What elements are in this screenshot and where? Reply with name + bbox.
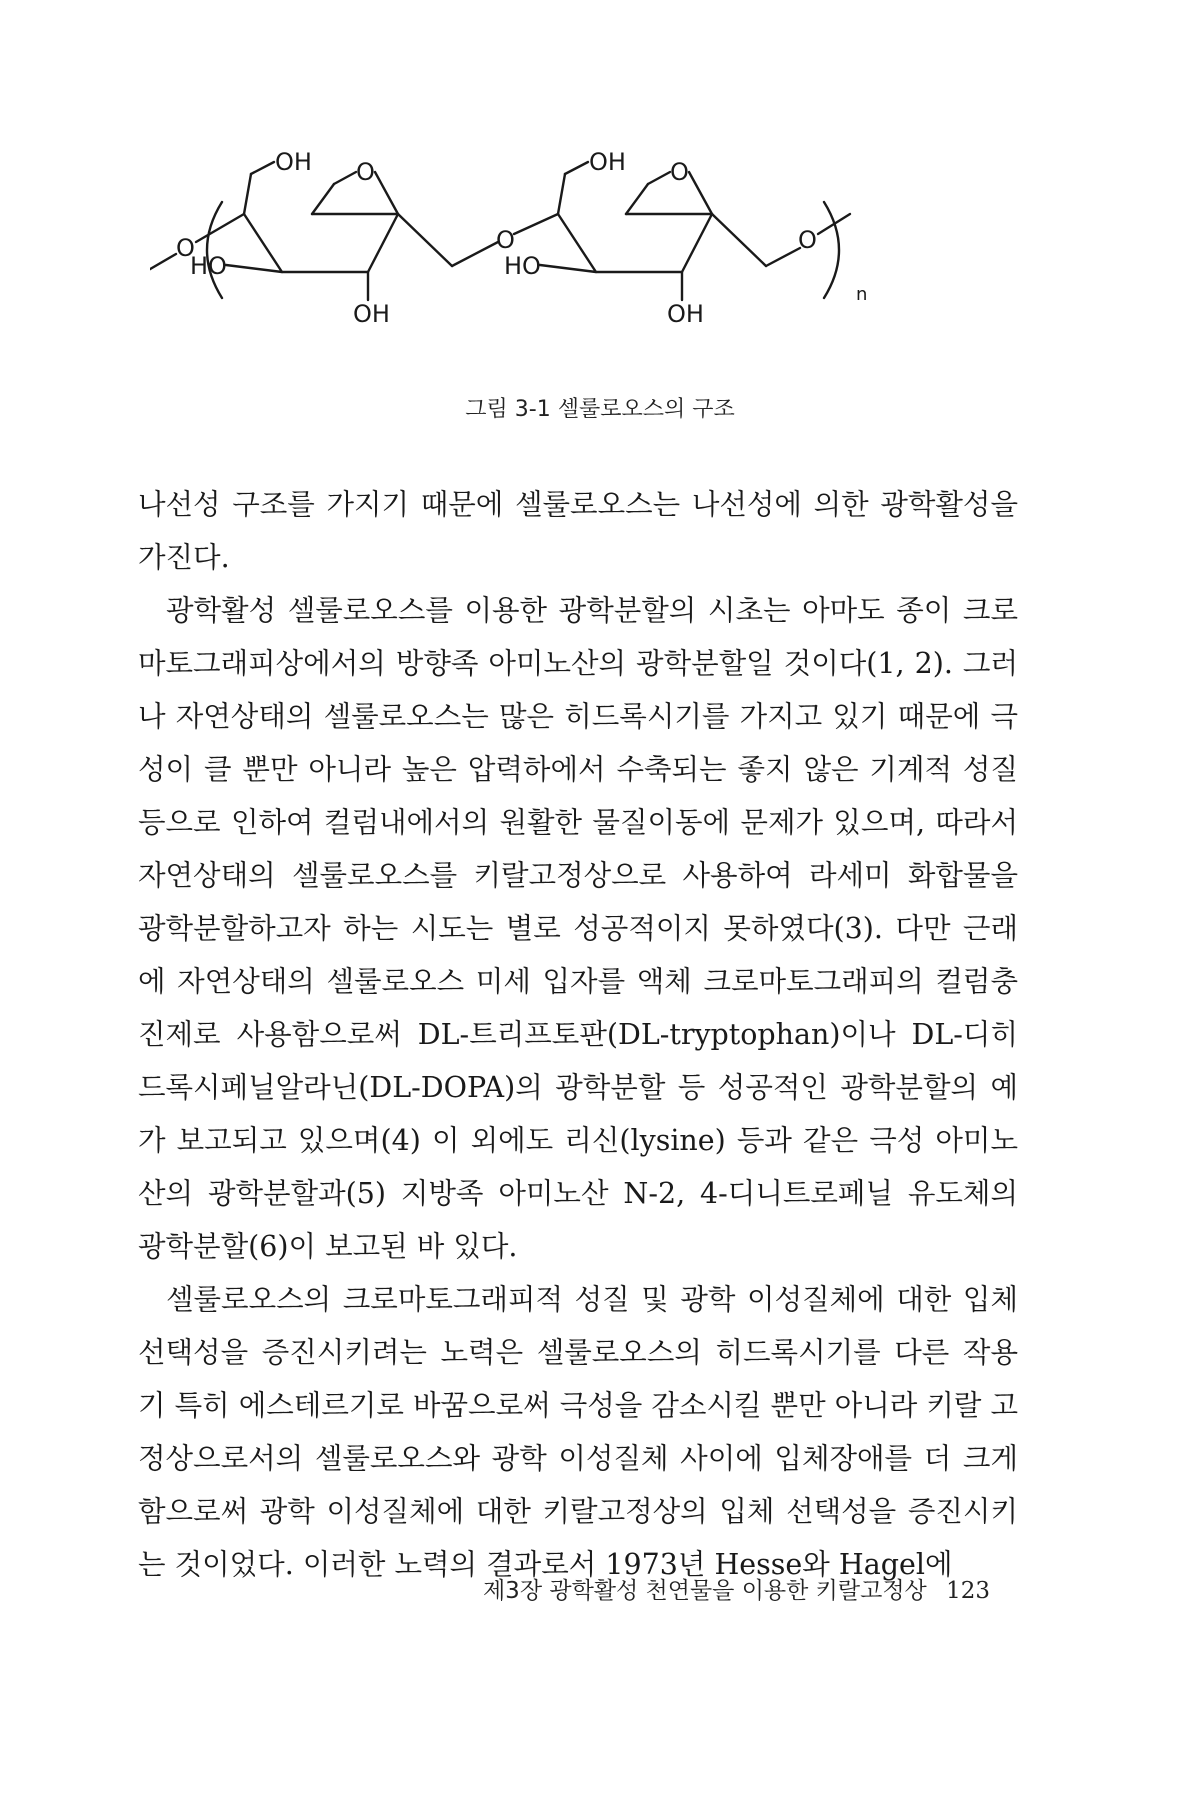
repeat-count-n: n: [856, 284, 868, 305]
page-footer: [483, 1572, 990, 1605]
page-number: 123: [946, 1578, 990, 1604]
paragraph: 셀룰로오스의 크로마토그래피적 성질 및 광학 이성질체에 대한 입체 선택성을 증진시키려는 노력은 셀룰로오스의 히드록시기를 다른 작용기 특히 에스테르기로 바꿈으로써 극성을 감소시킬 뿐만 아니라 키랄 고정상으로서의 셀룰로오스와 광학 이성질체 사이에 입체장애를 더 크게 함으로써 광학 이성질체에 대한 키랄고정상의 입체 선택성을 증진시키는 것이었다. 이러한 노력의 결과로서 1973년 Hesse와 Hagel에: [138, 1283, 1018, 1581]
oh-label-bottom-right: OH: [667, 300, 704, 328]
repeat-bracket-right: [824, 202, 839, 298]
repeat-bracket-left: [207, 202, 222, 298]
figure-caption: 그림 3-1 셀룰로오스의 구조: [465, 397, 735, 422]
body-text: [138, 478, 1018, 1591]
cellulose-structure-figure: [150, 150, 1050, 390]
glucose-ring-right: [558, 214, 712, 272]
link-oxygen-left: O: [176, 234, 195, 262]
oh-label-top-left: OH: [275, 150, 312, 176]
paragraph: 나선성 구조를 가지기 때문에 셀룰로오스는 나선성에 의한 광학활성을 가진다.: [138, 488, 1018, 574]
oh-label-bottom-left: OH: [353, 300, 390, 328]
glucose-ring-left: [244, 214, 398, 272]
ho-label-right: HO: [504, 252, 541, 280]
paragraph: 광학활성 셀룰로오스를 이용한 광학분할의 시초는 아마도 종이 크로마토그래피상에서의 방향족 아미노산의 광학분할일 것이다(1, 2). 그러나 자연상태의 셀룰로오스는 많은 히드록시기를 가지고 있기 때문에 극성이 클 뿐만 아니라 높은 압력하에서 수축되는 좋지 않은 기계적 성질 등으로 인하여 컬럼내에서의 원활한 물질이동에 문제가 있으며, 따라서 자연상태의 셀룰로오스를 키랄고정상으로 사용하여 라세미 화합물을 광학분할하고자 하는 시도는 별로 성공적이지 못하였다(3). 다만 근래에 자연상태의 셀룰로오스 미세 입자를 액체 크로마토그래피의 컬럼충진제로 사용함으로써 DL-트리프토판(DL-tryptophan)이나 DL-디히드록시페닐알라닌(DL-DOPA)의 광학분할 등 성공적인 광학분할의 예가 보고되고 있으며(4) 이 외에도 리신(lysine) 등과 같은 극성 아미노산의 광학분할과(5) 지방족 아미노산 N-2, 4-디니트로페닐 유도체의 광학분할(6)이 보고된 바 있다.: [138, 594, 1018, 1263]
ho-label-left: HO: [190, 252, 227, 280]
chain-bond: [150, 254, 176, 272]
chapter-title: 제3장 광학활성 천연물을 이용한 키랄고정상: [482, 1578, 927, 1604]
link-oxygen-right: O: [798, 226, 817, 254]
cellulose-structure-diagram: [150, 150, 1050, 390]
link-oxygen-mid: O: [496, 226, 515, 254]
oh-label-top-right: OH: [589, 150, 626, 176]
ring-oxygen-left: O: [356, 158, 375, 186]
ring-oxygen-right: O: [670, 158, 689, 186]
